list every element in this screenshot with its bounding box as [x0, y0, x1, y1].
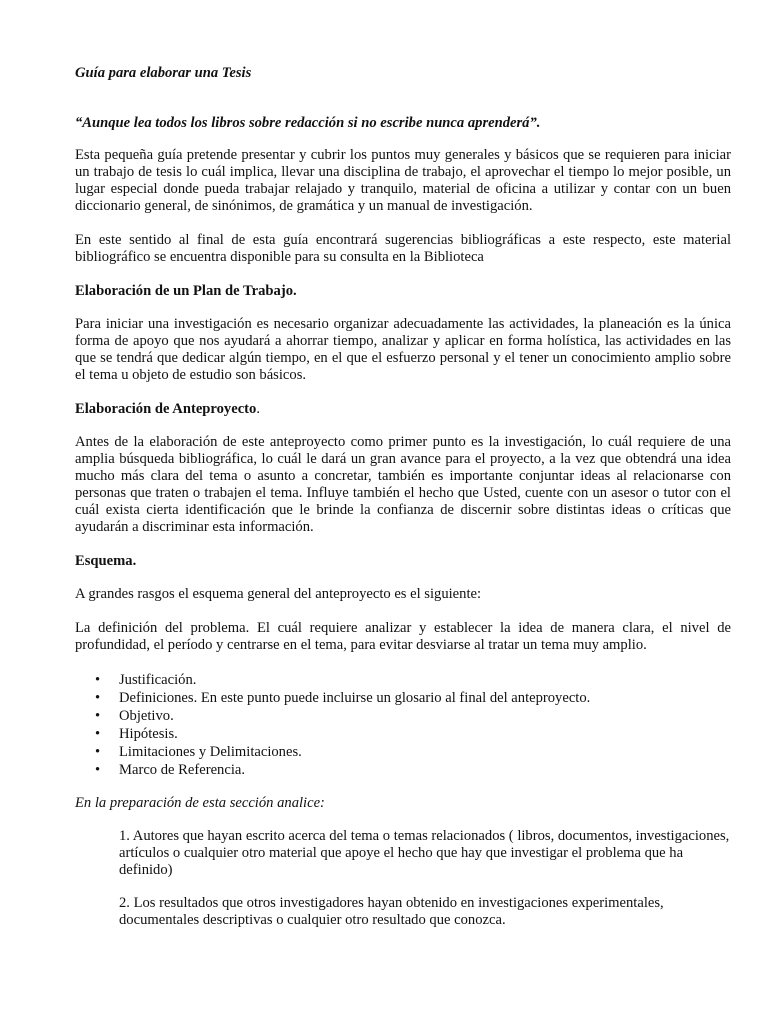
bullet-icon: •	[95, 708, 101, 724]
list-item	[75, 743, 731, 761]
list-item	[75, 761, 731, 779]
heading-esquema: Esquema.	[75, 553, 137, 569]
esquema-intro: A grandes rasgos el esquema general del anteproyecto es el siguiente:	[75, 586, 482, 602]
document-title: Guía para elaborar una Tesis	[75, 65, 252, 81]
heading-anteproyecto-text: Elaboración de Anteproyecto	[75, 401, 257, 417]
list-item	[75, 671, 731, 689]
list-item-text: Hipótesis.	[119, 726, 178, 742]
esquema-bullet-list	[75, 671, 731, 779]
list-item-text: Marco de Referencia.	[119, 762, 245, 778]
bullet-icon: •	[95, 672, 101, 688]
esquema-problem-definition: La definición del problema. El cuál requiere analizar y establecer la idea de manera clara, el nivel de profundidad, el período y centrarse en el tema, para evitar desviarse al tratar un tema muy amplio.	[75, 620, 731, 653]
list-item-text: Limitaciones y Delimitaciones.	[119, 744, 302, 760]
section-analysis-lead: En la preparación de esta sección analice:	[75, 795, 325, 811]
document-page	[75, 65, 731, 945]
intro-paragraph-2: En este sentido al final de esta guía encontrará sugerencias bibliográficas a este respecto, este material bibliográfico se encuentra disponible para su consulta en la Biblioteca	[75, 232, 731, 265]
heading-anteproyecto	[75, 401, 731, 418]
list-item	[75, 725, 731, 743]
list-item	[75, 689, 731, 707]
bullet-icon: •	[95, 690, 101, 706]
bullet-icon: •	[95, 744, 101, 760]
list-item-text: Definiciones. En este punto puede incluirse un glosario al final del anteproyecto.	[119, 690, 591, 706]
list-item-text: Justificación.	[119, 672, 197, 688]
bullet-icon: •	[95, 762, 101, 778]
anteproyecto-paragraph: Antes de la elaboración de este anteproyecto como primer punto es la investigación, lo cuál requiere de una amplia búsqueda bibliográfica, lo cuál le dará un gran avance para el proyecto, a la vez que obtendrá una idea mucho más clara del tema o asunto a concretar, también es importante conjuntar ideas al relacionarse con personas que traten o trabajen el tema. Influye también el hecho que Usted, cuente con un asesor o tutor con el cuál exista cierta identificación que le brinde la confianza de discernir sobre distintas ideas o críticas que ayudarán a discriminar esta información.	[75, 434, 731, 535]
heading-plan-de-trabajo: Elaboración de un Plan de Trabajo.	[75, 283, 297, 299]
bullet-icon: •	[95, 726, 101, 742]
epigraph-quote: “Aunque lea todos los libros sobre redacción si no escribe nunca aprenderá”.	[75, 115, 541, 131]
intro-paragraph-1: Esta pequeña guía pretende presentar y cubrir los puntos muy generales y básicos que se requieren para iniciar un trabajo de tesis lo cuál implica, llevar una disciplina de trabajo, el aprovechar el tiempo lo mejor posible, un lugar especial donde pueda trabajar relajado y tranquilo, material de oficina a utilizar y contar con un buen diccionario general, de sinónimos, de gramática y un manual de investigación.	[75, 147, 731, 214]
list-item-text: Objetivo.	[119, 708, 174, 724]
list-item	[75, 707, 731, 725]
heading-anteproyecto-period: .	[256, 401, 260, 417]
plan-paragraph: Para iniciar una investigación es necesario organizar adecuadamente las actividades, la planeación es la única forma de apoyo que nos ayudará a ahorrar tiempo, analizar y aplicar en forma holística, las actividades en las que se tendrá que dedicar algún tiempo, en el que el esfuerzo personal y el tener un conocimiento amplio sobre el tema u objeto de estudio son básicos.	[75, 316, 731, 383]
numbered-item-2: 2. Los resultados que otros investigadores hayan obtenido en investigaciones experimentales, documentales descriptivas o cualquier otro resultado que conozca.	[119, 895, 664, 928]
numbered-item-1: 1. Autores que hayan escrito acerca del tema o temas relacionados ( libros, documentos, investigaciones, artículos o cualquier otro material que apoye el hecho que hay que investigar el problema que ha definido)	[119, 828, 730, 878]
